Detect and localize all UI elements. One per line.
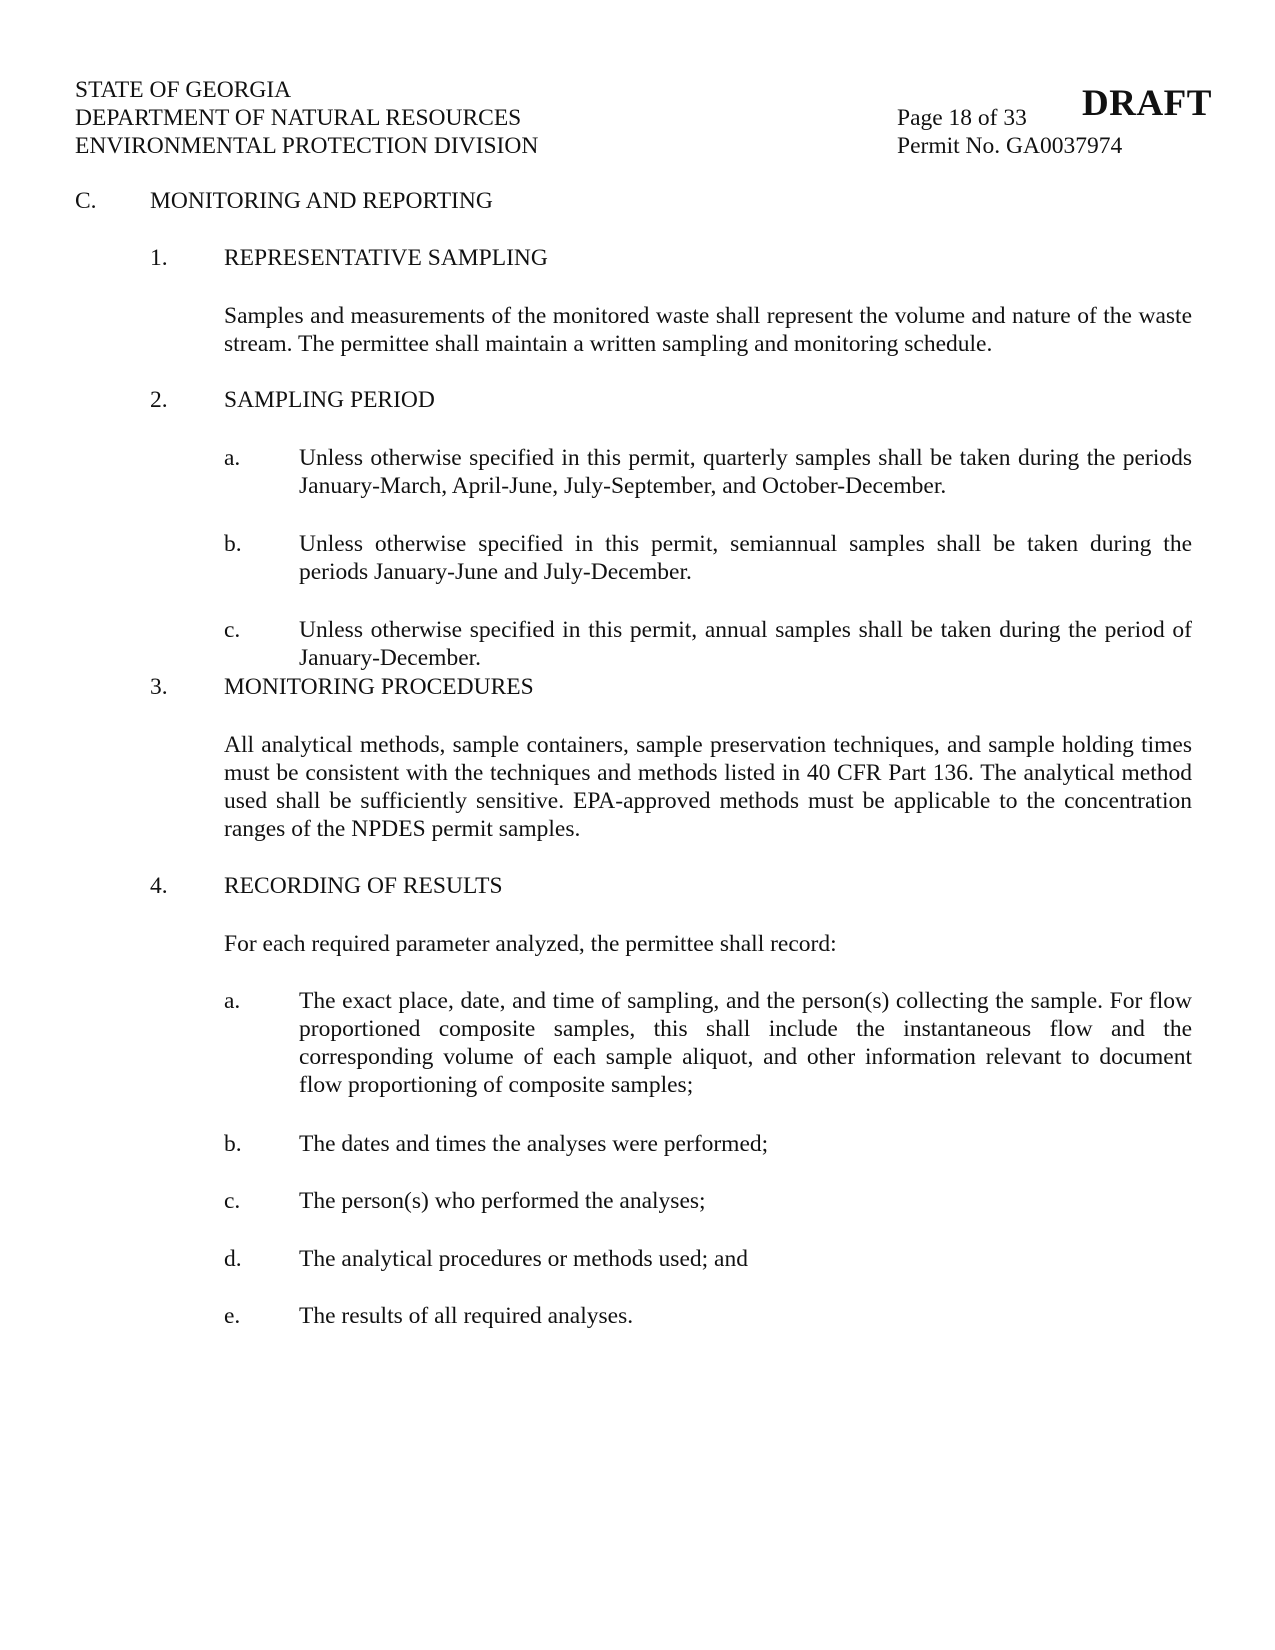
- item-heading: RECORDING OF RESULTS: [224, 873, 503, 899]
- header-division: ENVIRONMENTAL PROTECTION DIVISION: [75, 133, 539, 159]
- item-heading: SAMPLING PERIOD: [224, 387, 435, 413]
- header-department: DEPARTMENT OF NATURAL RESOURCES: [75, 105, 522, 131]
- paragraph: Samples and measurements of the monitored waste shall represent the volume and nature of the waste stream. The permittee shall maintain a written sampling and monitoring schedule.: [224, 303, 1192, 357]
- list-item: The analytical procedures or methods used; and: [299, 1246, 748, 1272]
- list-item: The exact place, date, and time of sampling, and the person(s) collecting the sample. For flow proportioned composite samples, this shall include the instantaneous flow and the corresponding volume of each sample aliquot, and other information relevant to document flow proportioning of composite samples;: [299, 988, 1192, 1098]
- draft-stamp: DRAFT: [1082, 83, 1212, 124]
- list-label: b.: [224, 531, 242, 557]
- section-label: C.: [75, 188, 97, 214]
- item-number: 4.: [150, 873, 168, 899]
- item-number: 3.: [150, 674, 168, 700]
- list-item: Unless otherwise specified in this permit, quarterly samples shall be taken during the periods January-March, April-June, July-September, and October-December.: [299, 445, 1192, 499]
- list-item: The person(s) who performed the analyses;: [299, 1188, 706, 1214]
- paragraph: For each required parameter analyzed, the permittee shall record:: [224, 931, 837, 957]
- list-item: Unless otherwise specified in this permit, semiannual samples shall be taken during the periods January-June and July-December.: [299, 531, 1192, 585]
- page-number: Page 18 of 33: [897, 105, 1027, 131]
- list-item: Unless otherwise specified in this permit, annual samples shall be taken during the period of January-December.: [299, 617, 1192, 671]
- paragraph: All analytical methods, sample containers, sample preservation techniques, and sample holding times must be consistent with the techniques and methods listed in 40 CFR Part 136. The analytical method used shall be sufficiently sensitive. EPA-approved methods must be applicable to the concentration ranges of the NPDES permit samples.: [224, 732, 1192, 842]
- item-heading: REPRESENTATIVE SAMPLING: [224, 245, 548, 271]
- item-heading: MONITORING PROCEDURES: [224, 674, 534, 700]
- list-label: a.: [224, 445, 241, 471]
- item-number: 2.: [150, 387, 168, 413]
- agency-header: [75, 76, 538, 160]
- list-label: c.: [224, 1188, 241, 1214]
- permit-number: Permit No. GA0037974: [897, 133, 1123, 159]
- list-label: b.: [224, 1131, 242, 1157]
- list-label: e.: [224, 1303, 241, 1329]
- section-title: MONITORING AND REPORTING: [150, 188, 493, 214]
- list-item: The results of all required analyses.: [299, 1303, 634, 1329]
- list-label: d.: [224, 1246, 242, 1272]
- list-label: c.: [224, 617, 241, 643]
- list-item: The dates and times the analyses were performed;: [299, 1131, 769, 1157]
- list-label: a.: [224, 988, 241, 1014]
- item-number: 1.: [150, 245, 168, 271]
- header-state: STATE OF GEORGIA: [75, 77, 292, 103]
